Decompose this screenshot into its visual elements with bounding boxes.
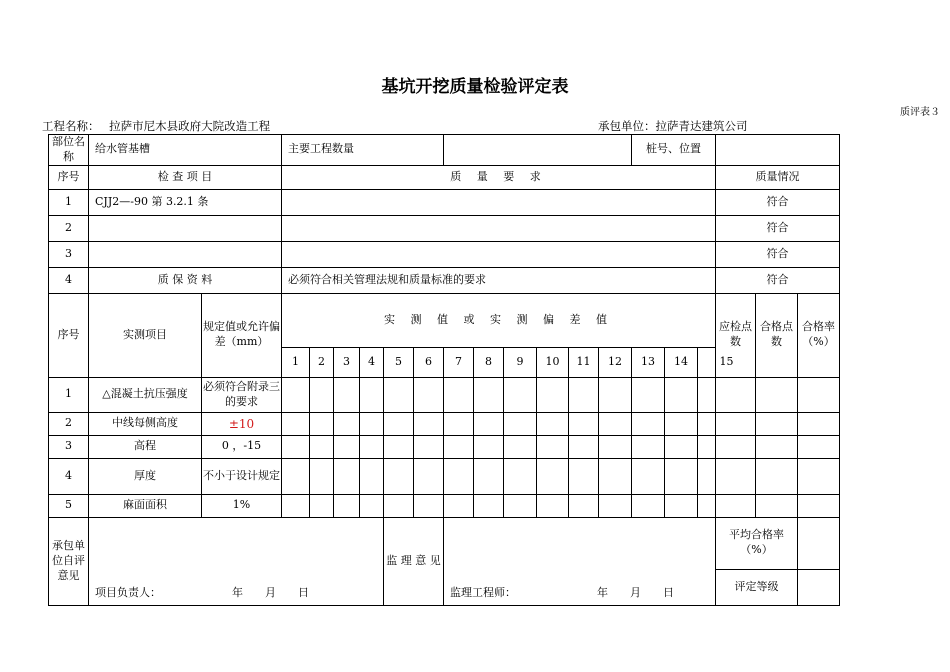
avg-rate-label: 平均合格率（%） [716, 517, 798, 569]
page-title: 基坑开挖质量检验评定表 [381, 77, 569, 97]
check-row [49, 241, 840, 267]
station-value [716, 135, 840, 166]
points-check-header: 应检点数 [716, 293, 756, 377]
measure-value-cell [537, 412, 569, 435]
measure-value-cell [310, 412, 334, 435]
measure-value-cell [384, 377, 414, 412]
measure-value-cell [798, 412, 840, 435]
measure-value-cell [632, 412, 665, 435]
check-seq: 3 [49, 241, 89, 267]
column-number: 15 [698, 347, 756, 377]
column-number: 7 [444, 347, 474, 377]
column-number: 11 [569, 347, 599, 377]
measure-value-cell [756, 435, 798, 458]
measure-seq: 3 [49, 435, 89, 458]
main-qty-label: 主要工程数量 [282, 135, 444, 166]
measure-value-cell [537, 494, 569, 517]
avg-rate-value [798, 517, 840, 569]
check-status: 符合 [716, 267, 840, 293]
measure-value-cell [569, 435, 599, 458]
grade-label: 评定等级 [716, 569, 798, 605]
check-req [282, 241, 716, 267]
measure-value-cell [334, 435, 360, 458]
measure-value-cell [698, 435, 716, 458]
measure-row [49, 412, 840, 435]
check-seq: 4 [49, 267, 89, 293]
measure-value-cell [334, 494, 360, 517]
measure-value-cell [798, 458, 840, 494]
measure-value-cell [282, 412, 310, 435]
measure-seq: 5 [49, 494, 89, 517]
check-req [282, 189, 716, 215]
measure-value-cell [282, 458, 310, 494]
measure-value-cell [360, 377, 384, 412]
measure-value-cell [282, 377, 310, 412]
measure-value-cell [716, 494, 756, 517]
measure-seq: 1 [49, 377, 89, 412]
measure-value-cell [537, 458, 569, 494]
column-number: 9 [504, 347, 537, 377]
measure-value-cell [599, 494, 632, 517]
check-seq: 2 [49, 215, 89, 241]
measure-value-cell [756, 494, 798, 517]
column-number: 8 [474, 347, 504, 377]
measure-value-cell [444, 435, 474, 458]
measure-value-cell [716, 435, 756, 458]
measure-seq-header: 序号 [49, 293, 89, 377]
column-number: 1 [282, 347, 310, 377]
check-item [89, 241, 282, 267]
pass-rate-header: 合格率（%） [798, 293, 840, 377]
measure-value-cell [569, 458, 599, 494]
measure-value-cell [569, 494, 599, 517]
measure-value-cell [537, 377, 569, 412]
column-number: 6 [414, 347, 444, 377]
measure-value-cell [665, 435, 698, 458]
measure-allow: 必须符合附录三的要求 [202, 377, 282, 412]
check-row [49, 189, 840, 215]
measure-value-cell [698, 458, 716, 494]
measure-value-cell [698, 494, 716, 517]
check-req [282, 215, 716, 241]
main-qty-value [444, 135, 632, 166]
measure-value-cell [384, 458, 414, 494]
measure-value-cell [504, 494, 537, 517]
measure-row [49, 494, 840, 517]
engineer-label: 监理工程师： [450, 585, 516, 599]
measure-value-cell [756, 377, 798, 412]
measure-value-cell [798, 435, 840, 458]
measure-item: △混凝土抗压强度 [89, 377, 202, 412]
measure-values-header: 实 测 值 或 实 测 偏 差 值 [282, 293, 716, 347]
contractor-label: 承包单位： [598, 119, 656, 133]
column-number: 12 [599, 347, 632, 377]
supervision-label: 监 理 意 见 [384, 517, 444, 605]
supervision-area [444, 517, 716, 605]
measure-value-cell [414, 412, 444, 435]
measure-value-cell [698, 412, 716, 435]
measure-value-cell [334, 458, 360, 494]
measure-value-cell [756, 412, 798, 435]
measure-value-cell [599, 458, 632, 494]
measure-value-cell [665, 412, 698, 435]
measure-row [49, 458, 840, 494]
measure-item-header: 实测项目 [89, 293, 202, 377]
check-status-header: 质量情况 [716, 165, 840, 189]
measure-value-cell [665, 494, 698, 517]
form-code: 质评表３ [900, 107, 940, 118]
measure-value-cell [504, 377, 537, 412]
measure-value-cell [444, 458, 474, 494]
check-item: 质 保 资 料 [89, 267, 282, 293]
measure-value-cell [716, 412, 756, 435]
measure-value-cell [504, 435, 537, 458]
check-status: 符合 [716, 189, 840, 215]
measure-value-cell [310, 494, 334, 517]
measure-value-cell [756, 458, 798, 494]
measure-item: 中线每侧高度 [89, 412, 202, 435]
measure-value-cell [282, 435, 310, 458]
measure-seq: 2 [49, 412, 89, 435]
part-value: 给水管基槽 [89, 135, 282, 166]
measure-value-cell [444, 412, 474, 435]
self-eval-label: 承包单位自评意见 [49, 517, 89, 605]
grade-value [798, 569, 840, 605]
measure-value-cell [310, 458, 334, 494]
measure-value-cell [414, 494, 444, 517]
measure-item: 高程 [89, 435, 202, 458]
part-label: 部位名称 [49, 135, 89, 166]
check-item-header: 检 查 项 目 [89, 165, 282, 189]
measure-row [49, 377, 840, 412]
check-status: 符合 [716, 241, 840, 267]
measure-value-cell [310, 435, 334, 458]
measure-value-cell [698, 377, 716, 412]
measure-value-cell [599, 412, 632, 435]
column-number: 2 [310, 347, 334, 377]
measure-value-cell [384, 412, 414, 435]
measure-value-cell [474, 458, 504, 494]
points-pass-header: 合格点数 [756, 293, 798, 377]
measure-value-cell [360, 458, 384, 494]
measure-value-cell [632, 435, 665, 458]
supervision-date: 年 月 日 [597, 585, 674, 599]
check-row [49, 215, 840, 241]
check-seq-header: 序号 [49, 165, 89, 189]
measure-value-cell [384, 494, 414, 517]
column-number: 13 [632, 347, 665, 377]
measure-value-cell [444, 377, 474, 412]
check-item [89, 215, 282, 241]
check-item: CJJ2—-90 第 3.2.1 条 [89, 189, 282, 215]
measure-value-cell [474, 377, 504, 412]
measure-value-cell [632, 494, 665, 517]
check-row [49, 267, 840, 293]
check-req-header: 质 量 要 求 [282, 165, 716, 189]
measure-row [49, 435, 840, 458]
measure-value-cell [310, 377, 334, 412]
measure-allow: 1% [202, 494, 282, 517]
column-number: 4 [360, 347, 384, 377]
station-label: 桩号、位置 [632, 135, 716, 166]
measure-value-cell [414, 377, 444, 412]
check-seq: 1 [49, 189, 89, 215]
self-eval-date: 年 月 日 [232, 585, 309, 599]
check-req: 必须符合相关管理法规和质量标准的要求 [282, 267, 716, 293]
measure-allow-header: 规定值或允许偏差（mm） [202, 293, 282, 377]
inspection-table [48, 134, 840, 606]
measure-value-cell [474, 412, 504, 435]
measure-value-cell [716, 458, 756, 494]
measure-item: 厚度 [89, 458, 202, 494]
contractor-name [598, 118, 748, 134]
measure-value-cell [504, 412, 537, 435]
measure-value-cell [537, 435, 569, 458]
project-name [42, 118, 270, 134]
measure-value-cell [282, 494, 310, 517]
measure-value-cell [798, 494, 840, 517]
project-value: 拉萨市尼木县政府大院改造工程 [109, 119, 271, 133]
measure-allow: 0 ，-15 [202, 435, 282, 458]
measure-value-cell [665, 458, 698, 494]
measure-value-cell [414, 458, 444, 494]
measure-value-cell [474, 494, 504, 517]
measure-value-cell [414, 435, 444, 458]
column-number: 10 [537, 347, 569, 377]
column-number: 14 [665, 347, 698, 377]
measure-item: 麻面面积 [89, 494, 202, 517]
measure-value-cell [798, 377, 840, 412]
measure-value-cell [632, 377, 665, 412]
measure-value-cell [716, 377, 756, 412]
project-label: 工程名称： [42, 119, 100, 133]
check-status: 符合 [716, 215, 840, 241]
measure-allow: 不小于设计规定 [202, 458, 282, 494]
self-eval-area [89, 517, 384, 605]
measure-value-cell [444, 494, 474, 517]
measure-value-cell [632, 458, 665, 494]
measure-seq: 4 [49, 458, 89, 494]
measure-value-cell [360, 435, 384, 458]
measure-value-cell [504, 458, 537, 494]
column-number: 3 [334, 347, 360, 377]
measure-value-cell [569, 412, 599, 435]
measure-value-cell [665, 377, 698, 412]
measure-value-cell [334, 377, 360, 412]
measure-value-cell [360, 412, 384, 435]
manager-label: 项目负责人： [95, 585, 161, 599]
column-number: 5 [384, 347, 414, 377]
measure-value-cell [334, 412, 360, 435]
measure-allow: ±10 [202, 412, 282, 435]
measure-value-cell [360, 494, 384, 517]
measure-value-cell [384, 435, 414, 458]
measure-value-cell [599, 377, 632, 412]
measure-value-cell [474, 435, 504, 458]
contractor-value: 拉萨青达建筑公司 [655, 119, 748, 133]
measure-value-cell [569, 377, 599, 412]
measure-value-cell [599, 435, 632, 458]
